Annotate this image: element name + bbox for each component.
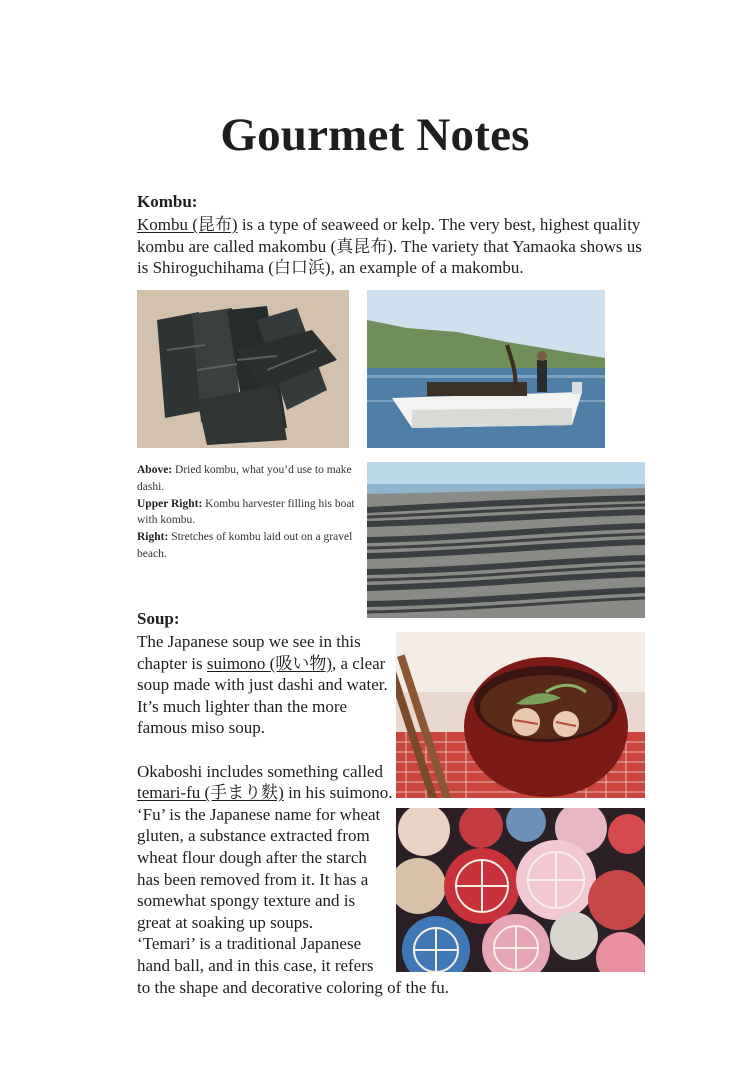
caption-right-label: Right: <box>137 531 169 544</box>
soup-line-7-post: in his suimono. <box>283 783 393 803</box>
temari-fu-link[interactable]: temari-fu (手まり麩) <box>137 783 284 803</box>
soup-line-11: has been removed from it. It has a <box>137 869 369 889</box>
soup-line-5: famous miso soup. <box>137 718 265 738</box>
soup-line-1: The Japanese soup we see in this <box>137 632 361 651</box>
caption-above-text: Dried kombu, what you’d use to make dashi. <box>137 464 352 493</box>
kombu-line-1: is a type of seaweed or kelp. The very best, highest quality <box>237 215 641 234</box>
suimono-photo <box>396 632 645 798</box>
soup-line-15: hand ball, and in this case, it refers <box>137 955 374 975</box>
kombu-heading: Kombu: <box>137 192 198 211</box>
soup-heading: Soup: <box>137 609 180 628</box>
soup-line-6: Okaboshi includes something called <box>137 761 383 781</box>
kombu-beach-photo <box>367 462 645 618</box>
soup-line-3: soup made with just dashi and water. <box>137 675 388 695</box>
kombu-paragraph <box>137 214 657 279</box>
caption-above-label: Above: <box>137 464 173 476</box>
soup-line-10: wheat flour dough after the starch <box>137 847 367 867</box>
kombu-link[interactable]: Kombu (昆布) <box>137 215 238 234</box>
soup-line-2-post: , a clear <box>332 653 386 673</box>
kombu-line-3: is Shiroguchihama (白口浜), an example of a makombu. <box>137 258 524 278</box>
photo-captions <box>137 462 362 563</box>
caption-right-text: Stretches of kombu laid out on a gravel beach. <box>137 531 353 560</box>
soup-line-14: ‘Temari’ is a traditional Japanese <box>137 934 362 954</box>
page-title: Gourmet Notes <box>220 109 530 161</box>
kombu-harvester-photo <box>367 290 605 448</box>
dried-kombu-photo <box>137 290 349 448</box>
suimono-link[interactable]: suimono (吸い物) <box>206 653 332 673</box>
soup-line-12: somewhat spongy texture and is <box>137 891 356 911</box>
soup-line-8: ‘Fu’ is the Japanese name for wheat <box>137 804 381 824</box>
soup-line-4: It’s much lighter than the more <box>137 696 348 716</box>
soup-line-13: great at soaking up soups. <box>137 912 314 932</box>
kombu-line-2: kombu are called makombu (真昆布). The variety that Yamaoka shows us <box>137 236 642 256</box>
soup-line-2-pre: chapter is <box>137 653 207 673</box>
caption-upper-right-label: Upper Right: <box>137 497 203 510</box>
caption-upper-right-text: Kombu harvester filling his boat with kombu. <box>137 497 355 527</box>
temari-balls-photo <box>396 808 645 972</box>
soup-line-16: to the shape and decorative coloring of the fu. <box>137 977 450 997</box>
soup-line-9: gluten, a substance extracted from <box>137 826 370 846</box>
